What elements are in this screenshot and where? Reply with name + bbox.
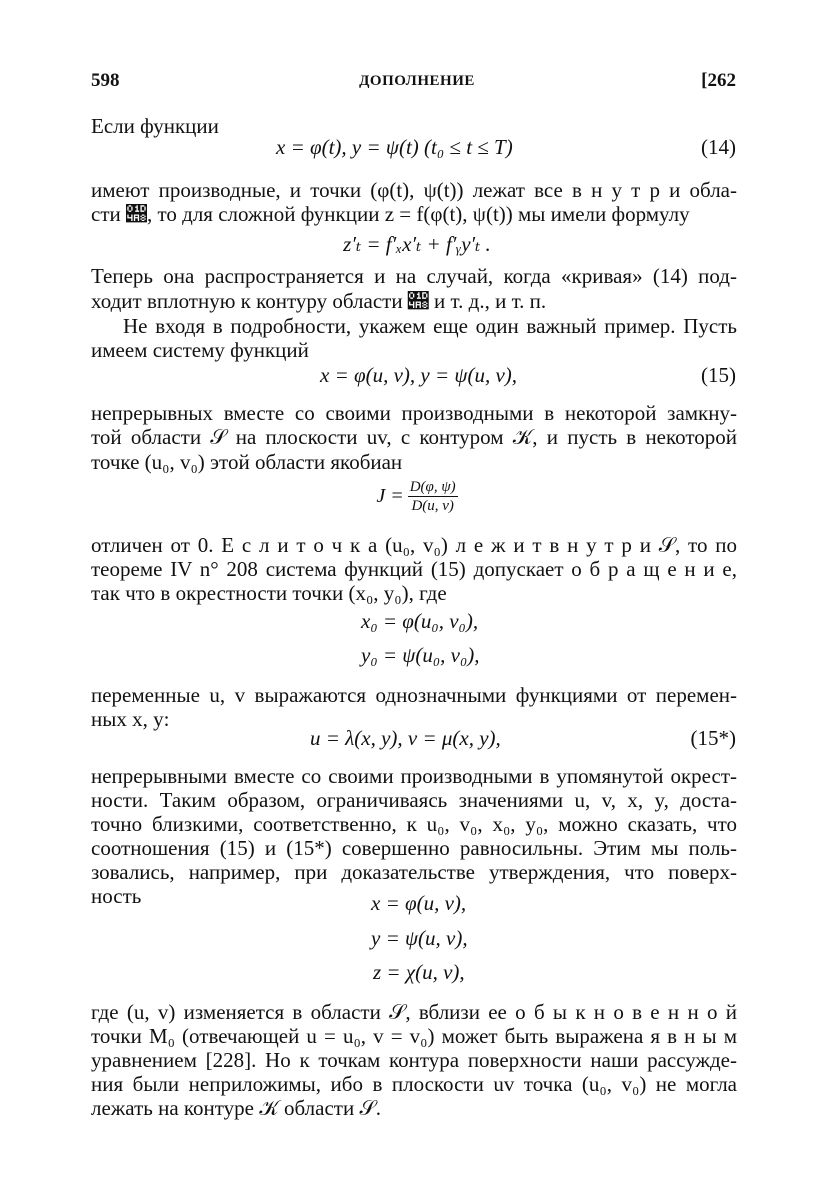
text-line: теореме IV n° 208 система функций (15) допускает о б р а щ е н и е, bbox=[91, 557, 737, 581]
jacobian-fraction bbox=[408, 478, 458, 515]
text-line: лежать на контуре 𝒦 области 𝒮. bbox=[91, 1096, 381, 1120]
text-line: где (u, v) изменяется в области 𝒮, вблизи ее о б ы к н о в е н н о й bbox=[91, 1000, 737, 1024]
equation-y0: y₀ = ψ(u₀, v₀), bbox=[361, 643, 480, 667]
jacobian-lhs: J = bbox=[376, 485, 404, 507]
equation-x0: x₀ = φ(u₀, v₀), bbox=[361, 609, 479, 633]
text-line: соотношения (15) и (15*) совершенно равносильны. Этим мы поль- bbox=[91, 836, 737, 860]
text-line: зовались, например, при доказательстве утверждения, что поверх- bbox=[91, 860, 737, 884]
equation-number-15: (15) bbox=[701, 363, 736, 387]
text-line: имеем систему функций bbox=[91, 338, 309, 362]
running-title: ДОПОЛНЕНИЕ bbox=[359, 73, 475, 89]
equation-15-star: u = λ(x, y), v = μ(x, y), bbox=[310, 726, 501, 750]
equation-surface-y: y = ψ(u, v), bbox=[371, 926, 468, 950]
equation-14: x = φ(t), y = ψ(t) (t₀ ≤ t ≤ T) bbox=[276, 135, 513, 159]
text-line: ния были неприложимы, ибо в плоскости uv точка (u₀, v₀) не могла bbox=[91, 1072, 737, 1096]
text-line: точке (u₀, v₀) этой области якобиан bbox=[91, 450, 403, 474]
equation-surface-z: z = χ(u, v), bbox=[373, 960, 465, 984]
equation-number-14: (14) bbox=[701, 135, 736, 159]
text-line: сти 𝒨, то для сложной функции z = f(φ(t), ψ(t)) мы имели формулу bbox=[91, 202, 690, 226]
text-line: непрерывных вместе со своими производными в некоторой замкну- bbox=[91, 401, 737, 425]
text-line: ность bbox=[91, 884, 142, 908]
text-line: ности. Таким образом, ограничиваясь значениями u, v, x, y, доста- bbox=[91, 788, 737, 812]
equation-15: x = φ(u, v), y = ψ(u, v), bbox=[320, 363, 518, 387]
text-line: точки M₀ (отвечающей u = u₀, v = v₀) может быть выражена я в н ы м bbox=[91, 1024, 737, 1048]
jacobian-equation bbox=[0, 478, 834, 515]
text-line: уравнением [228]. Но к точкам контура поверхности наши рассужде- bbox=[91, 1048, 737, 1072]
text-line: Не входя в подробности, укажем еще один важный пример. Пусть bbox=[123, 314, 737, 338]
text-line: Теперь она распространяется и на случай, когда «кривая» (14) под- bbox=[91, 264, 737, 288]
section-number: [262 bbox=[701, 70, 736, 91]
text-line: отличен от 0. Е с л и т о ч к а (u₀, v₀) л е ж и т в н у т р и 𝒮, то по bbox=[91, 533, 737, 557]
page-number: 598 bbox=[91, 70, 120, 91]
text-line: непрерывными вместе со своими производными в упомянутой окрест- bbox=[91, 764, 737, 788]
jacobian-denominator: D(u, v) bbox=[411, 498, 454, 514]
equation-surface-x: x = φ(u, v), bbox=[371, 891, 467, 915]
equation-chain-rule: z′ₜ = f′ₓx′ₜ + f′ᵧy′ₜ . bbox=[343, 232, 491, 256]
jacobian-numerator: D(φ, ψ) bbox=[409, 479, 456, 495]
text-line: ных x, y: bbox=[91, 707, 170, 731]
text-line: точно близкими, соответственно, к u₀, v₀, x₀, y₀, можно сказать, что bbox=[91, 812, 737, 836]
text-line: так что в окрестности точки (x₀, y₀), где bbox=[91, 581, 447, 605]
text-line: ходит вплотную к контуру области 𝒨 и т. д., и т. п. bbox=[91, 289, 547, 313]
text-line: той области 𝒮 на плоскости uv, с контуром 𝒦, и пусть в некоторой bbox=[91, 425, 737, 449]
text-line: Если функции bbox=[91, 114, 219, 138]
text-line: переменные u, v выражаются однозначными функциями от перемен- bbox=[91, 683, 737, 707]
text-line: имеют производные, и точки (φ(t), ψ(t)) лежат все в н у т р и обла- bbox=[91, 178, 737, 202]
equation-number-15-star: (15*) bbox=[690, 726, 736, 750]
